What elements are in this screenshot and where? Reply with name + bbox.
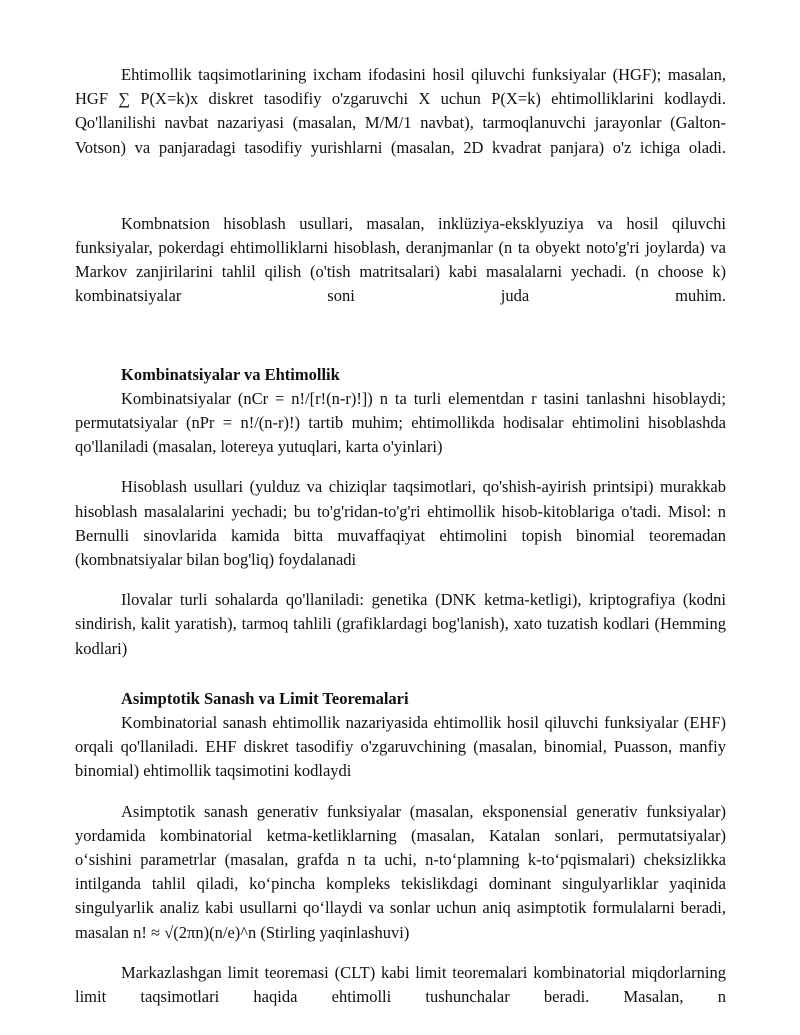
document-page: [75, 63, 726, 1009]
paragraph-combinations: Kombinatsiyalar (nCr = n!/[r!(n-r)!]) n ta turli elementdan r tasini tanlashni hisoblaydi; permutatsiyalar (nPr = n!/(n-r)!) tartib muhim; ehtimollikda hodisalar ehtimolini hisoblashda qo'llaniladi (masalan, lotereya yutuqlari, karta o'yinlari): [75, 388, 726, 457]
paragraph-applications: Ilovalar turli sohalarda qo'llaniladi: genetika (DNK ketma-ketligi), kriptografiya (kodni sindirish, kalit yaratish), tarmoq tahlili (grafiklardagi bog'lanish), xato tuzatish kodlari (Hemming kodlari): [75, 590, 726, 658]
paragraph-combinatorial-methods: Kombnatsion hisoblash usullari, masalan, inklüziya-eksklyuziya va hosil qiluvchi funksiyalar, pokerdagi ehtimolliklarni hisoblash, deranjmanlar (n ta obyekt noto'g'ri joylarda) va Markov zanjirilarini tahlil qilish (o'tish matritsalari) kabi masalalarni yechadi. (n choose k) kombinatsiyalar soni juda muhim.: [75, 213, 726, 306]
heading-asymptotic-counting: Asimptotik Sanash va Limit Teoremalari: [121, 688, 409, 708]
paragraph-counting-methods: Hisoblash usullari (yulduz va chiziqlar taqsimotlari, qo'shish-ayirish printsipi) murakkab hisoblash masalalarini yechadi; bu to'g'ridan-to'g'ri ehtimollik hisob-kitoblariga o'tadi. Misol: n Bernulli sinovlarida kamida bitta muvaffaqiyat ehtimolini topish binomial teoremadan (kombnatsiyalar bilan bog'liq) foydalanadi: [75, 477, 726, 570]
paragraph-clt: Markazlashgan limit teoremasi (CLT) kabi limit teoremalari kombinatorial miqdorlarning limit taqsimotlari haqida ehtimolli tushunchalar beradi. Masalan, n: [75, 962, 726, 1007]
paragraph-asymptotic: Asimptotik sanash generativ funksiyalar (masalan, eksponensial generativ funksiyalar) yordamida kombinatorial ketma-ketliklarning (masalan, Katalan sonlari, permutatsiyalar) o‘sishini parametrlar (masalan, grafda n ta uchi, n-to‘plamning k-to‘pqismalari) cheksizlikka intilganda tahlil qiladi, ko‘pincha kompleks tekislikdagi dominant singulyarliklar yaqinida singulyarlik analiz kabi usullarni qo‘llaydi va sonlar uchun aniq asimptotik formulalarni beradi, masalan n! ≈ √(2πn)(n/e)^n (Stirling yaqinlashuvi): [75, 801, 726, 942]
paragraph-ehf: Kombinatorial sanash ehtimollik nazariyasida ehtimollik hosil qiluvchi funksiyalar (EHF) orqali qo'llaniladi. EHF diskret tasodifiy o'zgaruvchining (masalan, binomial, Puasson, manfiy binomial) ehtimollik taqsimotini kodlaydi: [75, 713, 726, 781]
paragraph-hgf: Ehtimollik taqsimotlarining ixcham ifodasini hosil qiluvchi funksiyalar (HGF); masalan, HGF ∑ P(X=k)x diskret tasodifiy o'zgaruvchi X uchun P(X=k) ehtimolliklarini kodlaydi. Qo'llanilishi navbat nazariyasi (masalan, M/M/1 navbat), tarmoqlanuvchi jarayonlar (Galton-Votson) va panjaradagi tasodifiy yurishlarni (masalan, 2D kvadrat panjara) o'z ichiga oladi.: [75, 65, 726, 157]
heading-combinations-probability: Kombinatsiyalar va Ehtimollik: [121, 364, 340, 384]
